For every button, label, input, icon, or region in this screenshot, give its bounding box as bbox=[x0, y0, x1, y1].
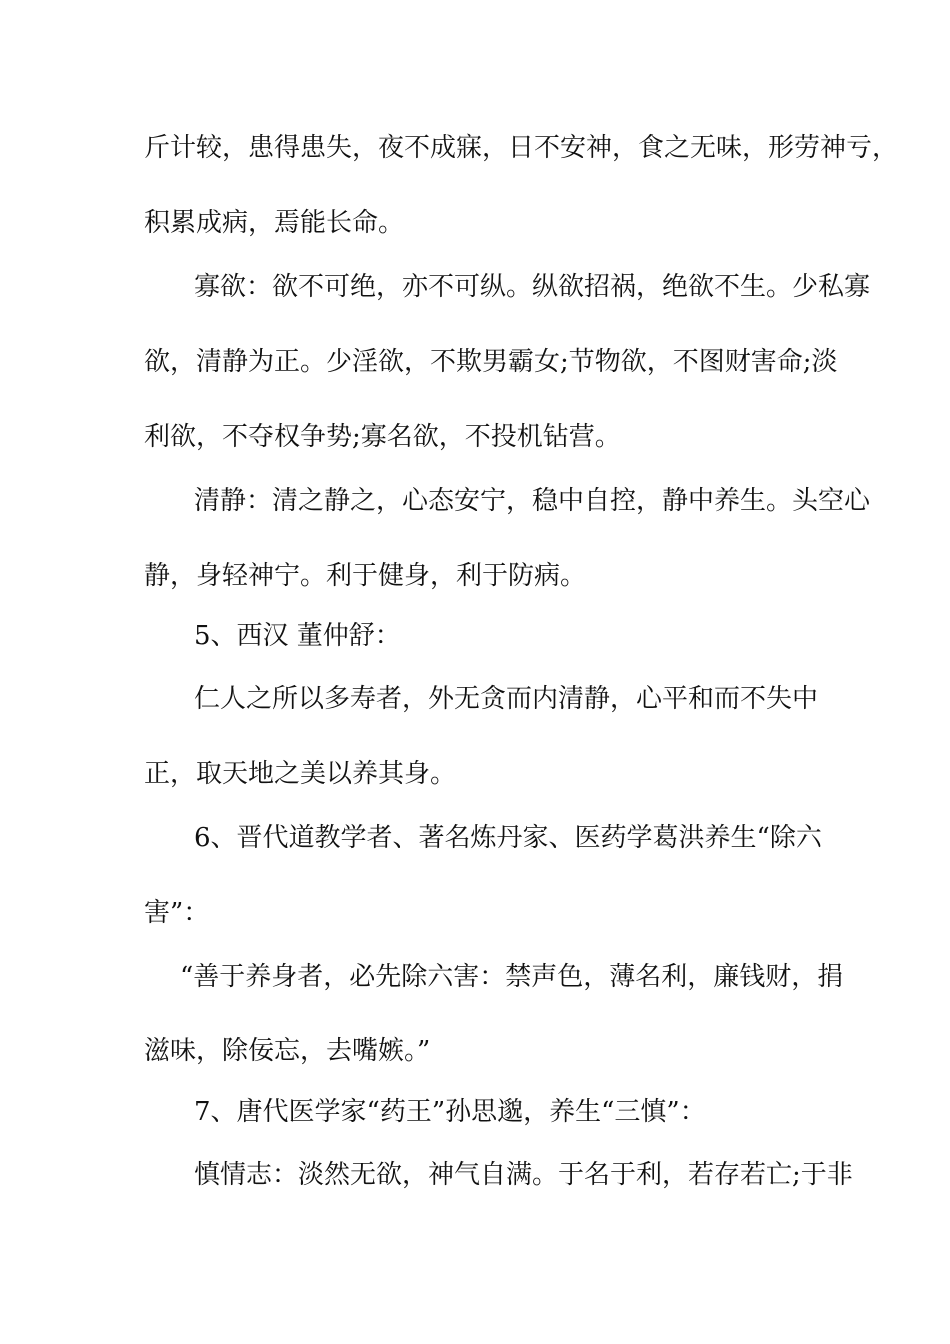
text-line-7: 静，身轻神宁。利于健身，利于防病。 bbox=[144, 561, 587, 591]
text-line-15: 7、唐代医学家“药王”孙思邈，养生“三慎”： bbox=[194, 1097, 706, 1127]
text-line-16: 慎情志：淡然无欲，神气自满。于名于利，若存若亡;于非 bbox=[194, 1160, 853, 1190]
text-line-9: 仁人之所以多寿者，外无贪而内清静，心平和而不失中 bbox=[194, 684, 819, 714]
text-line-2: 积累成病，焉能长命。 bbox=[144, 208, 405, 238]
text-line-5: 利欲，不夺权争势;寡名欲，不投机钻营。 bbox=[144, 422, 621, 452]
text-line-11: 6、晋代道教学者、著名炼丹家、医药学葛洪养生“除六 bbox=[194, 823, 822, 853]
text-line-12: 害”： bbox=[144, 898, 210, 928]
text-line-8: 5、西汉 董仲舒： bbox=[194, 621, 401, 651]
text-line-6: 清静：清之静之，心态安宁，稳中自控，静中养生。头空心 bbox=[194, 486, 871, 516]
text-line-13: “善于养身者，必先除六害：禁声色，薄名利，廉钱财，捐 bbox=[180, 962, 844, 992]
text-line-3: 寡欲：欲不可绝，亦不可纵。纵欲招祸，绝欲不生。少私寡 bbox=[194, 272, 871, 302]
text-line-4: 欲，清静为正。少淫欲，不欺男霸女;节物欲，不图财害命;淡 bbox=[144, 347, 838, 377]
text-line-1: 斤计较，患得患失，夜不成寐，日不安神，食之无味，形劳神亏， bbox=[144, 133, 899, 163]
text-line-10: 正，取天地之美以养其身。 bbox=[144, 759, 457, 789]
text-line-14: 滋味，除佞忘，去嘴嫉。” bbox=[144, 1036, 431, 1066]
